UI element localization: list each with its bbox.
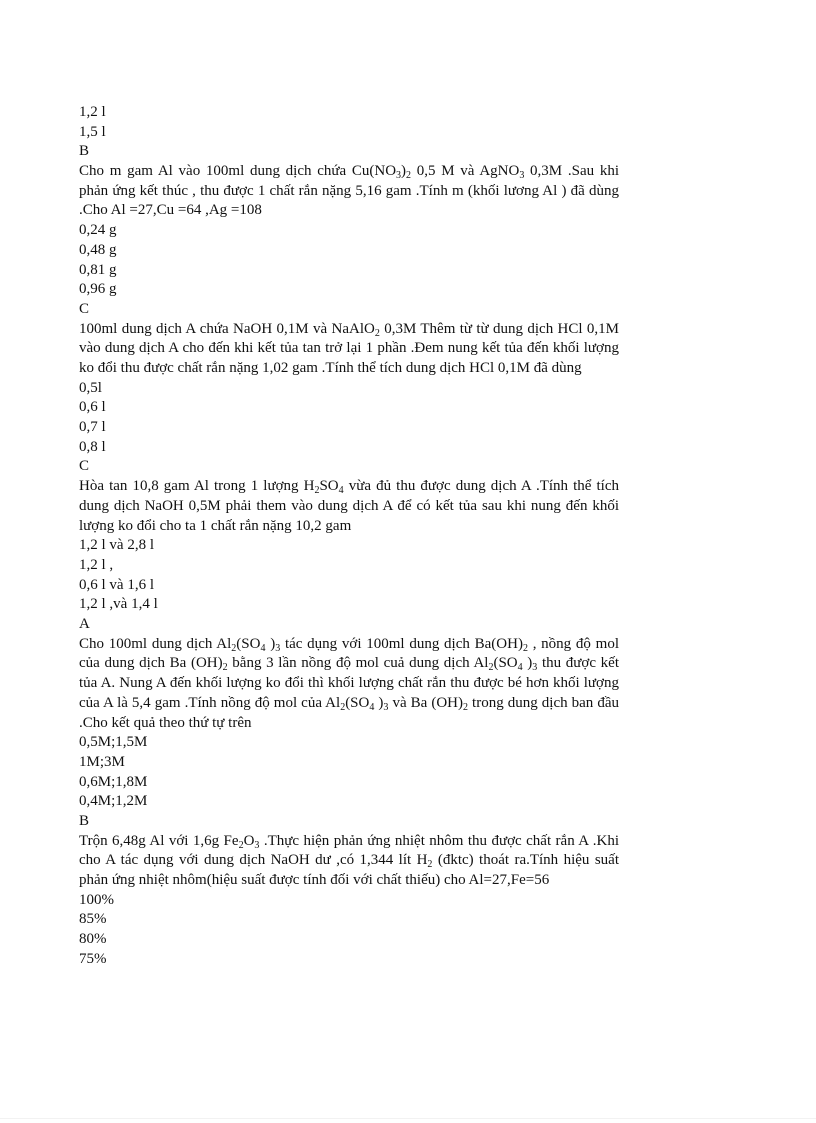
option-line: 0,24 g (79, 222, 117, 239)
answer-line: A (79, 616, 90, 633)
option-line: 80% (79, 931, 107, 948)
option-line: 1,2 l (79, 104, 106, 120)
page-bottom-divider (0, 1118, 816, 1119)
option-line: 0,6 l và 1,6 l (79, 576, 154, 593)
answer-line: B (79, 143, 90, 160)
option-line: 1,5 l (79, 123, 106, 140)
option-line: 0,8 l (79, 438, 106, 455)
answer-line: B (79, 812, 90, 829)
option-line: 0,6M;1,8M (79, 773, 148, 790)
question-4-text: Cho 100ml dung dịch $Al_2(SO_4$ )$_3$ tác dụng với 100ml dung dịch $Ba(OH)_2$ , nồng độ mol của dung dịch Ba $(OH)_2$ bằng 3 lần nồng độ mol cuả dung dịch $Al_2(SO_4$ )$_3$ thu được kết tủa A. Nung A đến khối lượng ko đổi thì khối lượng chất rắn thu được bé hơn khối lượng của A là 5,4 gam .Tính nồng độ mol của $Al_2(SO_4$ )$_3$ và Ba $(OH)_2$ trong dung dịch ban đầu .Cho kết quả theo thứ tự trên (79, 635, 620, 731)
document-page (79, 103, 624, 970)
option-line: 75% (79, 950, 107, 967)
option-line: 0,6 l (79, 399, 106, 416)
option-line: 1,2 l và 2,8 l (79, 537, 154, 554)
option-line: 0,81 g (79, 261, 117, 278)
option-line: 0,48 g (79, 241, 117, 258)
option-line: 0,5M;1,5M (79, 734, 148, 751)
option-line: 100% (79, 891, 114, 908)
answer-line: C (79, 300, 90, 317)
option-line: 0,5l (79, 379, 102, 396)
question-3-text: Hòa tan 10,8 gam Al trong 1 lượng $H_2SO_4$ vừa đủ thu được dung dịch A .Tính thể tích dung dịch NaOH 0,5M phải them vào dung dịch A để có kết tủa sau khi nung đến khối lượng ko đổi cho ta 1 chất rắn nặng 10,2 gam (79, 478, 619, 534)
option-line: 0,4M;1,2M (79, 793, 148, 810)
option-line: 1M;3M (79, 753, 125, 770)
option-line: 85% (79, 911, 107, 928)
option-line: 0,7 l (79, 419, 106, 436)
question-1-text: Cho m gam Al vào 100ml dung dịch chứa $Cu(NO_3)_2$ 0,5 M và AgNO$_3$ 0,3M .Sau khi phản ứng kết thúc , thu được 1 chất rắn nặng 5,16 gam .Tính m (khối lương Al ) đã dùng .Cho Al =27,Cu =64 ,Ag =108 (79, 163, 619, 219)
option-line: 1,2 l ,và 1,4 l (79, 596, 158, 613)
option-line: 0,96 g (79, 281, 117, 298)
question-2-text: 100ml dung dịch A chứa NaOH 0,1M và NaAlO$_2$ 0,3M Thêm từ từ dung dịch HCl 0,1M vào dung dịch A cho đến khi kết tủa tan trở lại 1 phần .Đem nung kết tủa đến khối lượng ko đổi thu được chất rắn nặng 1,02 gam .Tính thể tích dung dịch HCl 0,1M đã dùng (79, 320, 619, 377)
question-5-text: Trộn 6,48g Al với 1,6g $Fe_2O_3$ .Thực hiện phản ứng nhiệt nhôm thu được chất rắn A .Khi cho A tác dụng với dung dịch NaOH dư ,có 1,344 lít $H_2$ (đktc) thoát ra.Tính hiệu suất phản ứng nhiệt nhôm(hiệu suất được tính đối với chất thiếu) cho Al=27,Fe=56 (79, 832, 619, 889)
option-line: 1,2 l , (79, 556, 114, 573)
answer-line: C (79, 458, 90, 475)
